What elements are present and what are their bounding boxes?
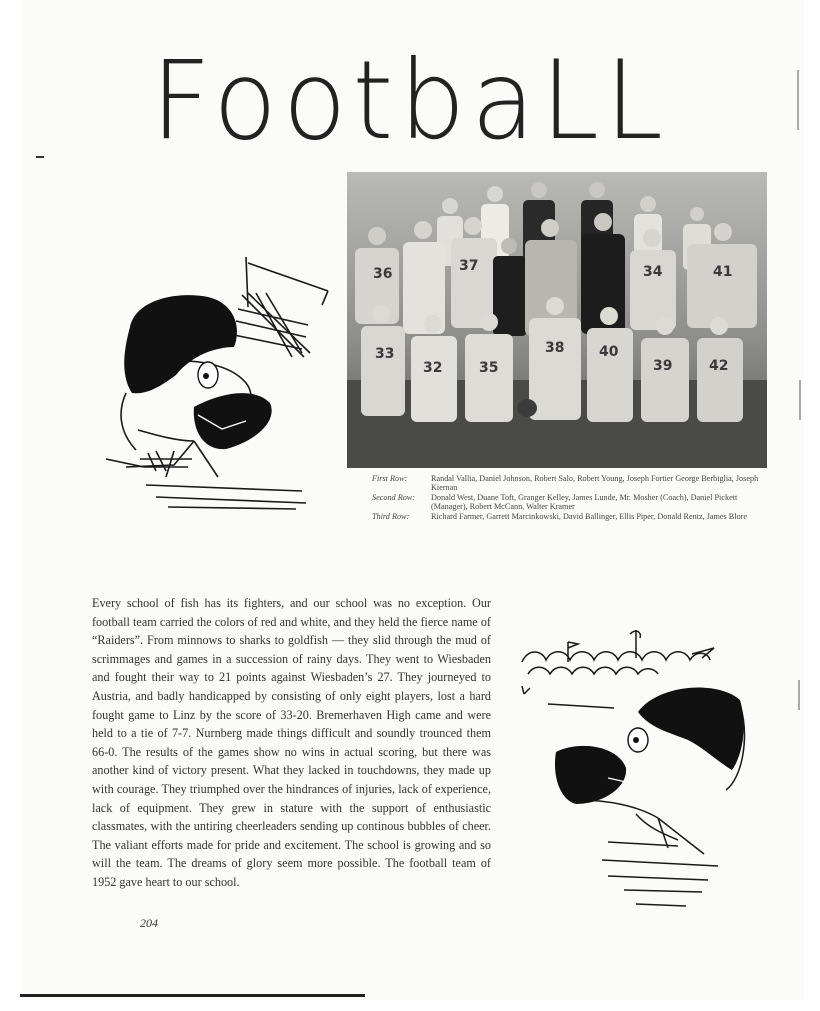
caption-row-names: Randal Vallia, Daniel Johnson, Robert Salo, Robert Young, Joseph Fortier George Berbiglia, Joseph Kiernan — [431, 474, 759, 493]
jersey-number: 38 — [545, 340, 565, 356]
caption-row-label: Third Row: — [372, 511, 410, 521]
photo-caption — [372, 474, 764, 521]
jersey-number: 40 — [599, 344, 619, 360]
jersey-number: 36 — [373, 266, 393, 282]
bottom-rule — [20, 994, 365, 997]
caption-row-names: Richard Farmer, Garrett Marcinkowski, David Ballinger, Ellis Piper, Donald Rentz, James Blore — [431, 511, 747, 521]
jersey-number: 35 — [479, 360, 499, 376]
fish-player-goalpost-sketch — [96, 245, 342, 510]
caption-row — [372, 493, 764, 512]
jersey-number: 42 — [709, 358, 729, 374]
jersey-number: 34 — [643, 264, 663, 280]
jersey-number: 39 — [653, 358, 673, 374]
margin-tick — [36, 156, 44, 158]
page-number: 204 — [140, 916, 158, 930]
page-edge-mark — [799, 380, 801, 420]
caption-row-names: Donald West, Duane Toft, Granger Kelley, James Lunde, Mr. Mosher (Coach), Daniel Pickett (Manager), Robert McCann, Walter Kramer — [431, 492, 738, 512]
caption-row — [372, 512, 764, 521]
caption-row — [372, 474, 764, 493]
caption-row-label: First Row: — [372, 474, 408, 483]
jersey-number: 41 — [713, 264, 733, 280]
caption-row-label: Second Row: — [372, 492, 415, 502]
page-edge-mark — [798, 680, 800, 710]
page-title: FootbaLL — [151, 35, 669, 165]
team-photo — [347, 172, 767, 468]
fish-cheering-sketch — [518, 628, 758, 918]
article-paragraph: Every school of fish has its fighters, and our school was no exception. Our football team carried the colors of red and white, and they held the fierce name of “Raiders”. From minnows to sharks to goldfish — they slid through the mud of scrimmages and games in a succession of rainy days. They went to Wiesbaden and fought their way to 21 points against Wiesbaden’s 27. They journeyed to Austria, and badly handicapped by consisting of only eight players, lost a hard fought game to Linz by the score of 33-20. Bremerhaven High came and were held to a tie of 7-7. Nurnberg made things difficult and soundly trounced them 66-0. The results of the games show no wins in actual scoring, but there was another kind of victory present. What they lacked in touchdowns, they made up with courage. They triumphed over the hindrances of injuries, lack of experience, lack of equipment. They grew in stature with the support of enthusiastic classmates, with the untiring cheerleaders sending up continous bubbles of cheer. The valiant efforts made for pride and excitement. The school is growing and so will the team. The dreams of glory seem more possible. The football team of 1952 gave heart to our school. — [92, 596, 491, 889]
jersey-number: 32 — [423, 360, 443, 376]
jersey-number: 33 — [375, 346, 395, 362]
jersey-number: 37 — [459, 258, 479, 274]
